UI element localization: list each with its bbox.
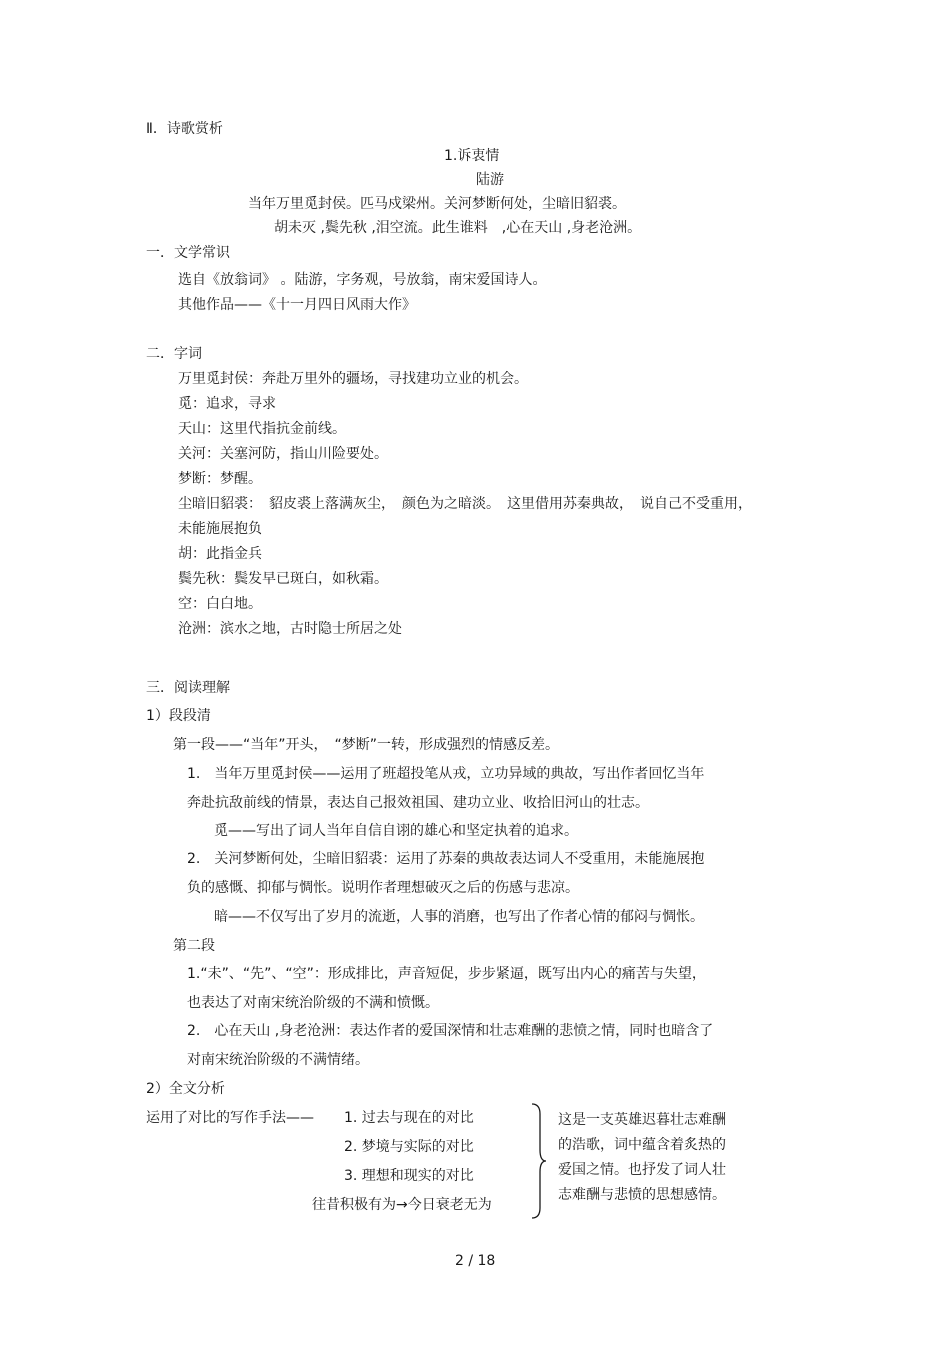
paragraph-one-item-1-note: 觅——写出了词人当年自信自诩的雄心和坚定执着的追求。 <box>214 823 578 839</box>
summary-line: 爱国之情。也抒发了词人壮 <box>558 1162 726 1178</box>
paragraph-two-item-1: 1.“未”、“先”、“空”：形成排比，声音短促，步步紧逼，既写出内心的痛苦与失望， <box>187 966 706 982</box>
vocabulary-entry: 沧洲：滨水之地，古时隐士所居之处 <box>178 621 402 637</box>
literary-knowledge-heading: 一．文学常识 <box>146 245 230 261</box>
vocabulary-heading: 二．字词 <box>146 346 202 362</box>
subheading-full-analysis: 2）全文分析 <box>146 1081 225 1097</box>
paragraph-one-item-1: 1. 当年万里觅封侯——运用了班超投笔从戎，立功异域的典故，写出作者回忆当年 <box>187 766 705 782</box>
contrast-item: 3. 理想和现实的对比 <box>344 1168 474 1184</box>
contrast-item: 往昔积极有为→今日衰老无为 <box>312 1197 492 1213</box>
poem-line-1: 当年万里觅封侯。匹马戍梁州。关河梦断何处，尘暗旧貂裘。 <box>248 196 626 212</box>
paragraph-one-item-2-note: 暗——不仅写出了岁月的流逝，人事的消磨，也写出了作者心情的郁闷与惆怅。 <box>214 909 704 925</box>
curly-brace-icon <box>528 1102 548 1220</box>
paragraph-one-item-2-cont: 负的感慨、抑郁与惆怅。说明作者理想破灭之后的伤感与悲凉。 <box>187 880 579 896</box>
vocabulary-entry: 尘暗旧貂裘： 貂皮裘上落满灰尘， 颜色为之暗淡。 这里借用苏秦典故， 说自己不受重用， <box>178 496 752 512</box>
vocabulary-entry: 空：白白地。 <box>178 596 262 612</box>
section-heading: Ⅱ．诗歌赏析 <box>146 121 223 137</box>
poem-title: 1.诉衷情 <box>444 148 500 164</box>
vocabulary-entry: 万里觅封侯：奔赴万里外的疆场，寻找建功立业的机会。 <box>178 371 528 387</box>
summary-line: 这是一支英雄迟暮壮志难酬 <box>558 1112 726 1128</box>
literary-knowledge-line: 其他作品——《十一月四日风雨大作》 <box>178 297 416 313</box>
contrast-item: 2. 梦境与实际的对比 <box>344 1139 474 1155</box>
analysis-label: 运用了对比的写作手法—— <box>146 1110 314 1126</box>
vocabulary-entry: 未能施展抱负 <box>178 521 262 537</box>
summary-line: 的浩歌，词中蕴含着炙热的 <box>558 1137 726 1153</box>
vocabulary-entry: 天山：这里代指抗金前线。 <box>178 421 346 437</box>
poem-author: 陆游 <box>476 172 504 188</box>
poem-line-2: 胡未灭 ,鬓先秋 ,泪空流。此生谁料 ,心在天山 ,身老沧洲。 <box>274 220 642 236</box>
vocabulary-entry: 觅：追求，寻求 <box>178 396 276 412</box>
paragraph-two-item-2-cont: 对南宋统治阶级的不满情绪。 <box>187 1052 369 1068</box>
subheading-paragraph-summary: 1）段段清 <box>146 708 211 724</box>
contrast-item: 1. 过去与现在的对比 <box>344 1110 474 1126</box>
paragraph-one-item-1-cont: 奔赴抗敌前线的情景，表达自己报效祖国、建功立业、收拾旧河山的壮志。 <box>187 795 649 811</box>
paragraph-two-heading: 第二段 <box>173 938 215 954</box>
vocabulary-entry: 鬓先秋：鬓发早已斑白，如秋霜。 <box>178 571 388 587</box>
paragraph-one-item-2: 2. 关河梦断何处，尘暗旧貂裘：运用了苏秦的典故表达词人不受重用，未能施展抱 <box>187 851 705 867</box>
summary-line: 志难酬与悲愤的思想感情。 <box>558 1187 726 1203</box>
vocabulary-entry: 胡：此指金兵 <box>178 546 262 562</box>
reading-heading: 三．阅读理解 <box>146 680 230 696</box>
vocabulary-entry: 梦断：梦醒。 <box>178 471 262 487</box>
paragraph-two-item-2: 2. 心在天山 ,身老沧洲：表达作者的爱国深情和壮志难酬的悲愤之情，同时也暗含了 <box>187 1023 714 1039</box>
paragraph-one-intro: 第一段——“当年”开头， “梦断”一转，形成强烈的情感反差。 <box>173 737 560 753</box>
vocabulary-entry: 关河：关塞河防，指山川险要处。 <box>178 446 388 462</box>
page-number: 2 / 18 <box>455 1253 496 1269</box>
literary-knowledge-line: 选自《放翁词》 。陆游，字务观，号放翁，南宋爱国诗人。 <box>178 272 547 288</box>
paragraph-two-item-1-cont: 也表达了对南宋统治阶级的不满和愤慨。 <box>187 995 439 1011</box>
